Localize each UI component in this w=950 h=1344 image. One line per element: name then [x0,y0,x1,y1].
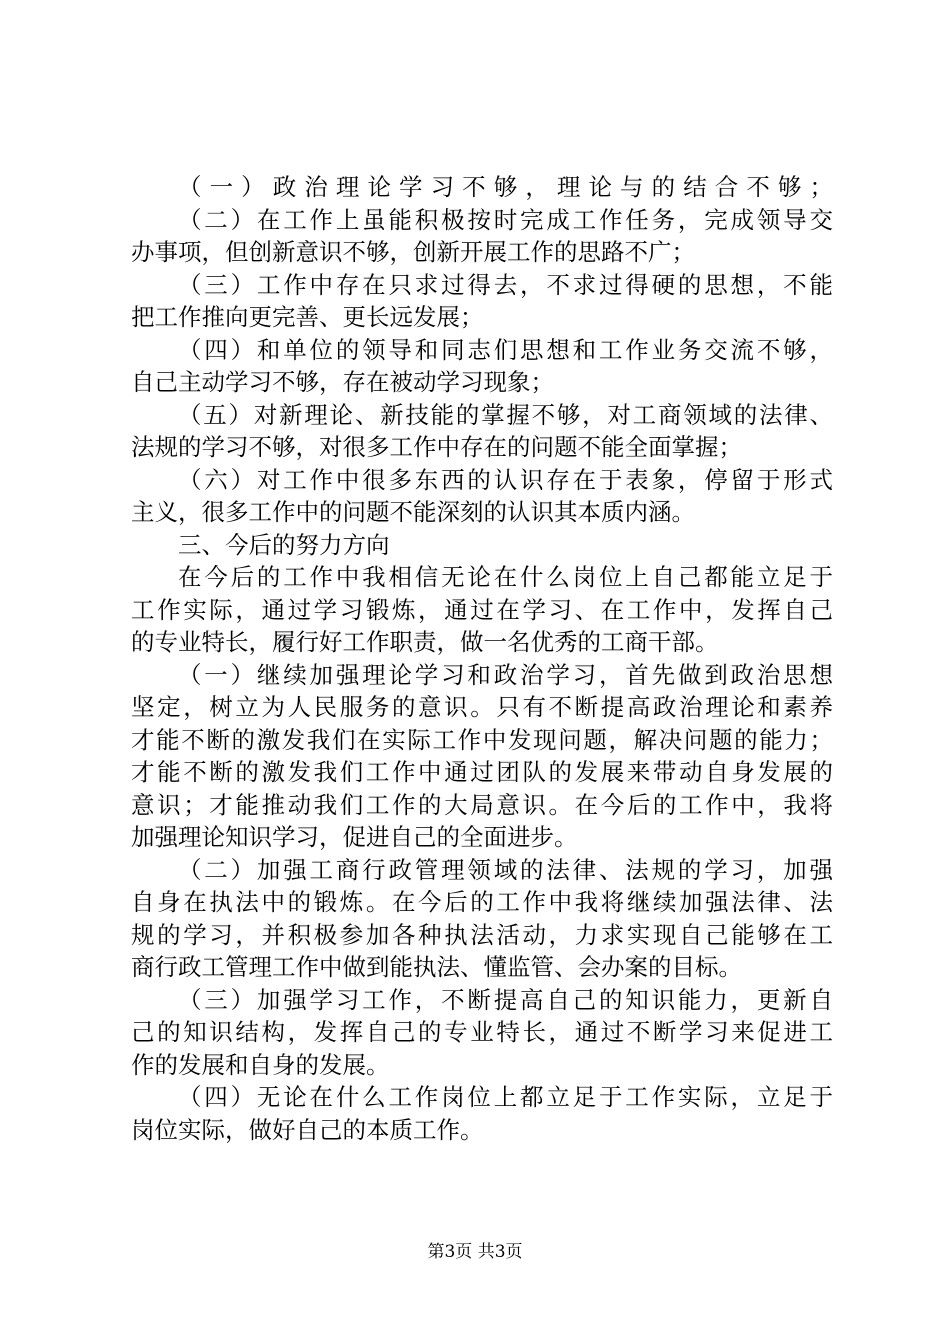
paragraph-line: 己的知识结构，发挥自己的专业特长，通过不断学习来促进工 [131,1018,833,1046]
paragraph-line: 才能不断的激发我们在实际工作中发现问题，解决问题的能力； [131,725,833,754]
paragraph-line: 主义，很多工作中的问题不能深刻的认识其本质内涵。 [131,498,695,526]
paragraph-line: 的专业特长，履行好工作职责，做一名优秀的工商干部。 [131,628,719,656]
paragraph-line: （二）在工作上虽能积极按时完成工作任务，完成领导交 [178,205,833,234]
paragraph-line: 自己主动学习不够，存在被动学习现象； [131,368,554,396]
paragraph-line: 把工作推向更完善、更长远发展； [131,303,484,331]
paragraph-line: 岗位实际，做好自己的本质工作。 [131,1115,484,1144]
paragraph-line: 商行政工管理工作中做到能执法、懂监管、会办案的目标。 [131,953,742,981]
paragraph-line: （五）对新理论、新技能的掌握不够，对工商领域的法律、 [178,400,833,429]
paragraph-line: 自身在执法中的锻炼。在今后的工作中我将继续加强法律、法 [131,888,833,916]
section-heading: 三、今后的努力方向 [178,530,390,559]
paragraph-line: 法规的学习不够，对很多工作中存在的问题不能全面掌握； [131,433,742,461]
paragraph-line: 加强理论知识学习，促进自己的全面进步。 [131,823,578,851]
page-number: 第3页 共3页 [427,1242,523,1262]
paragraph-line: 工作实际，通过学习锻炼，通过在学习、在工作中，发挥自己 [131,595,833,624]
paragraph-line: 在今后的工作中我相信无论在什么岗位上自己都能立足于 [178,563,833,591]
page-footer [0,1241,950,1263]
paragraph-line: 作的发展和自身的发展。 [131,1050,390,1079]
paragraph-line: 才能不断的激发我们工作中通过团队的发展来带动自身发展的 [131,758,833,786]
paragraph-line: （三）工作中存在只求过得去，不求过得硬的思想，不能 [178,270,833,299]
paragraph-line: （四）和单位的领导和同志们思想和工作业务交流不够， [178,335,833,364]
paragraph-line: 意识；才能推动我们工作的大局意识。在今后的工作中，我将 [131,790,833,819]
paragraph-line: （一）政治理论学习不够，理论与的结合不够； [178,173,833,201]
paragraph-line: （四）无论在什么工作岗位上都立足于工作实际，立足于 [178,1083,833,1111]
document-body [131,171,833,1146]
paragraph-line: 办事项，但创新意识不够，创新开展工作的思路不广； [131,238,695,266]
paragraph-line: （一）继续加强理论学习和政治学习，首先做到政治思想 [178,660,833,689]
paragraph-line: 坚定，树立为人民服务的意识。只有不断提高政治理论和素养 [131,693,833,721]
paragraph-line: （六）对工作中很多东西的认识存在于表象，停留于形式 [178,465,833,494]
paragraph-line: （二）加强工商行政管理领域的法律、法规的学习，加强 [178,855,833,884]
paragraph-line: （三）加强学习工作，不断提高自己的知识能力，更新自 [178,985,833,1014]
paragraph-line: 规的学习，并积极参加各种执法活动，力求实现自己能够在工 [131,920,833,949]
